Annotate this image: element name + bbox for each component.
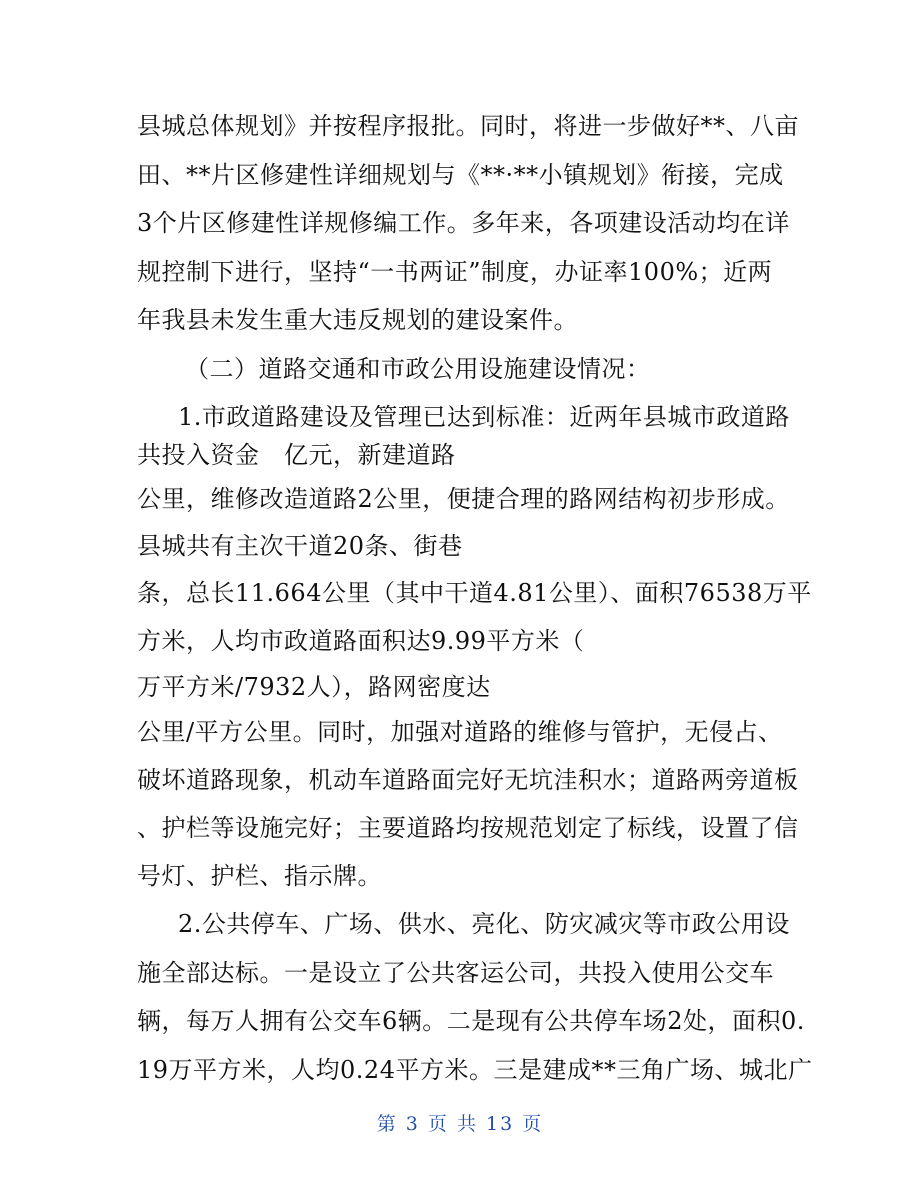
paragraph-line: 公里，维修改造道路2公里，便捷合理的路网结构初步形成。 — [137, 485, 790, 513]
paragraph-line: 19万平方米，人均0.24平方米。三是建成**三角广场、城北广 — [137, 1056, 813, 1084]
page-number: 第 3 页 共 13 页 — [376, 1113, 544, 1135]
paragraph-line: 县城共有主次干道20条、街巷 — [137, 532, 463, 560]
paragraph-line: 县城总体规划》并按程序报批。同时，将进一步做好**、八亩 — [137, 112, 799, 140]
paragraph-line: 年我县未发生重大违反规划的建设案件。 — [137, 306, 578, 334]
paragraph-line: 万平方米/7932人），路网密度达 — [137, 673, 491, 701]
paragraph-line: 破坏道路现象，机动车道路面完好无坑洼积水；道路两旁道板 — [137, 766, 799, 794]
section-heading: （二）道路交通和市政公用设施建设情况： — [185, 355, 651, 383]
paragraph-line: 共投入资金 亿元，新建道路 — [137, 441, 456, 469]
paragraph-line: 号灯、护栏、指示牌。 — [137, 862, 382, 890]
paragraph-line: 条，总长11.664公里（其中干道4.81公里）、面积76538万平 — [137, 579, 812, 607]
paragraph-line: 田、**片区修建性详细规划与《**·**小镇规划》衔接，完成 — [137, 161, 784, 189]
paragraph-line: 辆，每万人拥有公交车6辆。二是现有公共停车场2处，面积0. — [137, 1007, 805, 1035]
paragraph-line: 规控制下进行，坚持“一书两证”制度，办证率100%；近两 — [137, 258, 773, 286]
paragraph-line: 3个片区修建性详规修编工作。多年来，各项建设活动均在详 — [137, 209, 790, 237]
paragraph-line: 方米，人均市政道路面积达9.99平方米（ — [137, 627, 585, 655]
paragraph-line: 施全部达标。一是设立了公共客运公司，共投入使用公交车 — [137, 959, 774, 987]
paragraph-line: 2.公共停车、广场、供水、亮化、防灾减灾等市政公用设 — [178, 910, 790, 938]
paragraph-line: 1.市政道路建设及管理已达到标准：近两年县城市政道路 — [178, 403, 790, 431]
paragraph-line: 、护栏等设施完好；主要道路均按规范划定了标线，设置了信 — [137, 814, 799, 842]
paragraph-line: 公里/平方公里。同时，加强对道路的维修与管护，无侵占、 — [137, 718, 783, 746]
